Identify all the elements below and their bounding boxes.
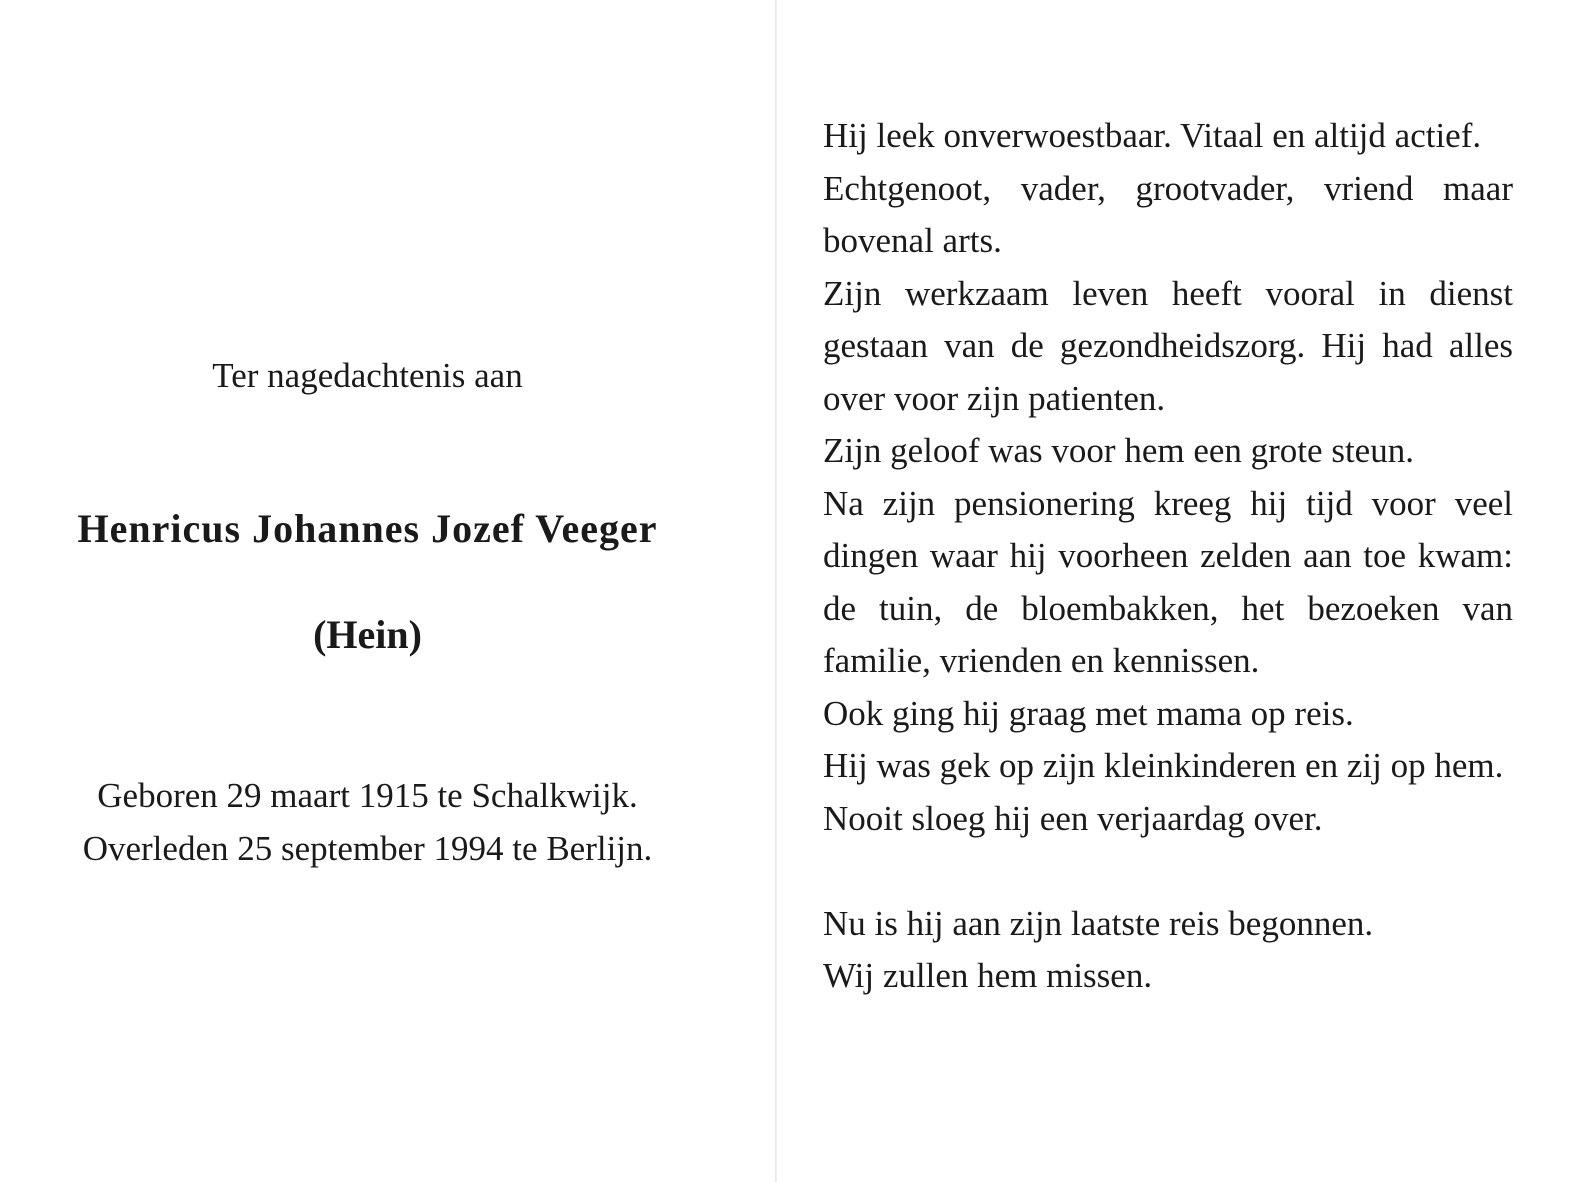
in-memory-heading: Ter nagedachtenis aan — [212, 356, 523, 395]
memorial-paragraph: Zijn werkzaam leven heeft vooral in dienst gestaan van de gezondheidszorg. Hij had alles over voor zijn patienten. — [823, 273, 1513, 418]
closing-line: Wij zullen hem missen. — [823, 956, 1153, 995]
deceased-nickname: (Hein) — [313, 612, 422, 657]
life-dates — [0, 769, 735, 875]
death-line: Overleden 25 september 1994 te Berlijn. — [82, 829, 653, 868]
memorial-text — [823, 110, 1513, 1003]
memorial-paragraph: Hij was gek op zijn kleinkinderen en zij op hem. — [823, 746, 1504, 785]
deceased-name: Henricus Johannes Jozef Veeger — [77, 506, 658, 551]
memorial-paragraph: Zijn geloof was voor hem een grote steun. — [823, 431, 1414, 470]
paragraph-spacer — [823, 845, 1513, 898]
memorial-paragraph: Na zijn pensionering kreeg hij tijd voor veel dingen waar hij voorheen zelden aan toe kwam: de tuin, de bloembakken, het bezoeken van familie, vrienden en kennissen. — [823, 483, 1513, 680]
closing-line: Nu is hij aan zijn laatste reis begonnen. — [823, 903, 1374, 943]
memorial-paragraph: Echtgenoot, vader, grootvader, vriend maar bovenal arts. — [823, 168, 1513, 260]
memorial-paragraph: Ook ging hij graag met mama op reis. — [823, 693, 1354, 733]
birth-line: Geboren 29 maart 1915 te Schalkwijk. — [97, 776, 638, 815]
memorial-paragraph: Nooit sloeg hij een verjaardag over. — [823, 798, 1323, 838]
closing-lines — [823, 898, 1513, 1003]
right-page — [777, 0, 1585, 1182]
memorial-paragraph: Hij leek onverwoestbaar. Vitaal en altijd actief. — [823, 116, 1482, 155]
left-page — [0, 0, 775, 1182]
